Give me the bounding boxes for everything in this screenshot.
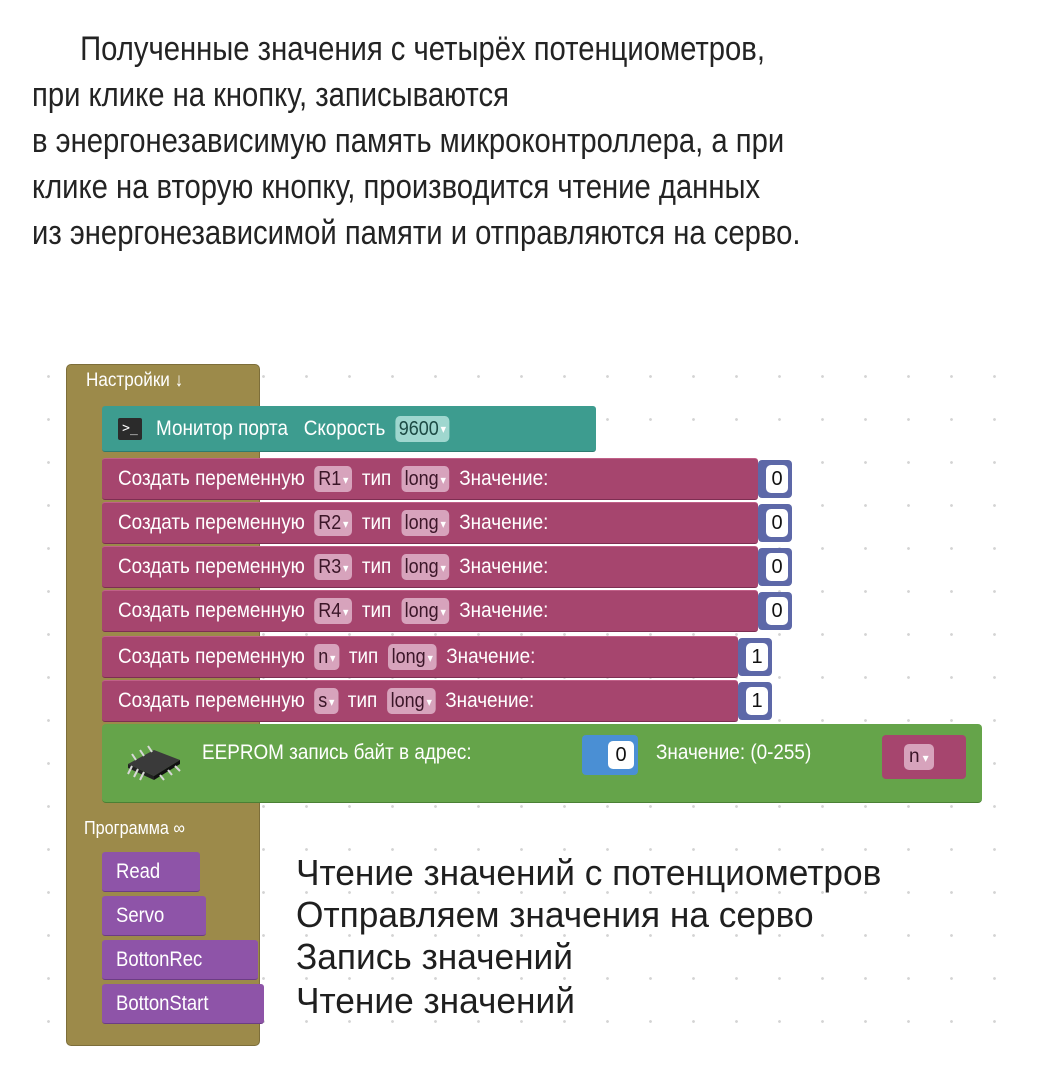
chevron-down-icon: ▾ [440, 560, 446, 575]
variable-name-dropdown[interactable] [315, 554, 352, 580]
create-variable-block[interactable] [102, 680, 738, 722]
serial-speed-value: 9600 [398, 417, 439, 440]
chevron-down-icon: ▾ [440, 516, 446, 531]
value-label: Значение: [459, 511, 549, 534]
serial-monitor-label: Монитор порта [156, 416, 288, 440]
create-variable-block[interactable] [102, 590, 758, 632]
number-value[interactable]: 1 [746, 687, 768, 715]
variable-name-dropdown[interactable] [315, 466, 352, 492]
create-variable-label: Создать переменную [118, 599, 305, 622]
variable-type: long [404, 556, 439, 578]
type-label: тип [348, 645, 379, 668]
variable-name: R3 [318, 556, 342, 578]
type-label: тип [361, 599, 392, 622]
variable-name: n [318, 646, 329, 668]
procedure-call-label: BottonRec [116, 948, 203, 971]
caption-record: Запись значений [296, 936, 573, 977]
procedure-call-label: BottonStart [116, 992, 209, 1015]
chevron-down-icon: ▾ [426, 694, 432, 709]
variable-type: long [404, 600, 439, 622]
chevron-down-icon: ▾ [440, 472, 446, 487]
type-label: тип [361, 511, 392, 534]
variable-name-dropdown[interactable] [315, 644, 339, 670]
variable-name-dropdown[interactable] [315, 688, 338, 714]
chevron-down-icon: ▾ [343, 560, 349, 575]
address-number-block[interactable] [582, 735, 638, 775]
variable-name-dropdown[interactable] [315, 510, 352, 536]
value-label: Значение: [445, 689, 535, 712]
number-block[interactable] [758, 592, 792, 630]
variable-name-dropdown[interactable] [315, 598, 352, 624]
chevron-down-icon: ▾ [330, 650, 336, 665]
create-variable-label: Создать переменную [118, 645, 305, 668]
chevron-down-icon: ▾ [922, 751, 929, 765]
chevron-down-icon: ▾ [440, 604, 446, 619]
create-variable-label: Создать переменную [118, 511, 305, 534]
procedure-call-bottonrec[interactable] [102, 940, 258, 980]
variable-type: long [404, 512, 439, 534]
type-label: тип [347, 689, 378, 712]
variable-type-dropdown[interactable] [401, 510, 449, 536]
value-label: Значение: [459, 467, 549, 490]
caption-start: Чтение значений [296, 980, 575, 1021]
number-value[interactable]: 0 [766, 509, 788, 537]
create-variable-label: Создать переменную [118, 555, 305, 578]
setup-block-label: Настройки ↓ [86, 370, 184, 391]
program-block-label: Программа ∞ [84, 818, 185, 838]
variable-name: R1 [318, 468, 342, 490]
chevron-down-icon: ▾ [440, 422, 447, 437]
serial-speed-dropdown[interactable] [395, 416, 449, 442]
variable-getter-block[interactable] [882, 735, 966, 779]
procedure-call-label: Read [116, 860, 161, 883]
intro-line: из энергонезависимой памяти и отправляются на серво. [32, 214, 801, 252]
value-label: Значение: [459, 555, 549, 578]
number-block[interactable] [738, 638, 772, 676]
address-value[interactable]: 0 [608, 741, 634, 769]
variable-type-dropdown[interactable] [401, 466, 449, 492]
number-block[interactable] [758, 548, 792, 586]
procedure-call-read[interactable] [102, 852, 200, 892]
intro-line: клике на вторую кнопку, производится чтение данных [32, 168, 761, 206]
chip-icon [122, 742, 186, 782]
variable-type-dropdown[interactable] [401, 598, 449, 624]
chevron-down-icon: ▾ [427, 650, 433, 665]
variable-type-dropdown[interactable] [388, 644, 436, 670]
intro-line: Полученные значения с четырёх потенциометров, [80, 30, 765, 68]
chevron-down-icon: ▾ [343, 516, 349, 531]
number-value[interactable]: 0 [766, 597, 788, 625]
variable-type: long [404, 468, 439, 490]
create-variable-label: Создать переменную [118, 689, 305, 712]
variable-type-dropdown[interactable] [387, 688, 435, 714]
create-variable-block[interactable] [102, 458, 758, 500]
create-variable-block[interactable] [102, 502, 758, 544]
variable-getter-name: n [909, 746, 920, 767]
number-block[interactable] [738, 682, 772, 720]
terminal-icon: >_ [118, 418, 142, 440]
type-label: тип [361, 467, 392, 490]
intro-paragraph [32, 26, 883, 256]
number-value[interactable]: 0 [766, 553, 788, 581]
chevron-down-icon: ▾ [343, 604, 349, 619]
value-label: Значение: [459, 599, 549, 622]
create-variable-label: Создать переменную [118, 467, 305, 490]
variable-getter-dropdown[interactable] [904, 744, 934, 770]
variable-type: long [390, 690, 425, 712]
serial-speed-label: Скорость [303, 416, 386, 440]
serial-monitor-block[interactable] [102, 406, 596, 452]
variable-name: R4 [318, 600, 342, 622]
value-label: Значение: [446, 645, 536, 668]
intro-line: при клике на кнопку, записываются [32, 76, 509, 114]
number-value[interactable]: 1 [746, 643, 768, 671]
procedure-call-servo[interactable] [102, 896, 206, 936]
procedure-call-bottonstart[interactable] [102, 984, 264, 1024]
eeprom-value-label: Значение: (0-255) [656, 741, 812, 764]
variable-name: R2 [318, 512, 342, 534]
type-label: тип [361, 555, 392, 578]
create-variable-block[interactable] [102, 546, 758, 588]
create-variable-block[interactable] [102, 636, 738, 678]
variable-type-dropdown[interactable] [401, 554, 449, 580]
variable-name: s [318, 690, 328, 712]
number-value[interactable]: 0 [766, 465, 788, 493]
variable-type: long [391, 646, 426, 668]
chevron-down-icon: ▾ [343, 472, 349, 487]
caption-read: Чтение значений с потенциометров [296, 852, 882, 893]
eeprom-label: EEPROM запись байт в адрес: [202, 741, 472, 764]
chevron-down-icon: ▾ [329, 694, 335, 709]
procedure-call-label: Servo [116, 904, 165, 927]
number-block[interactable] [758, 504, 792, 542]
number-block[interactable] [758, 460, 792, 498]
caption-servo: Отправляем значения на серво [296, 894, 814, 935]
intro-line: в энергонезависимую память микроконтроллера, а при [32, 122, 785, 160]
